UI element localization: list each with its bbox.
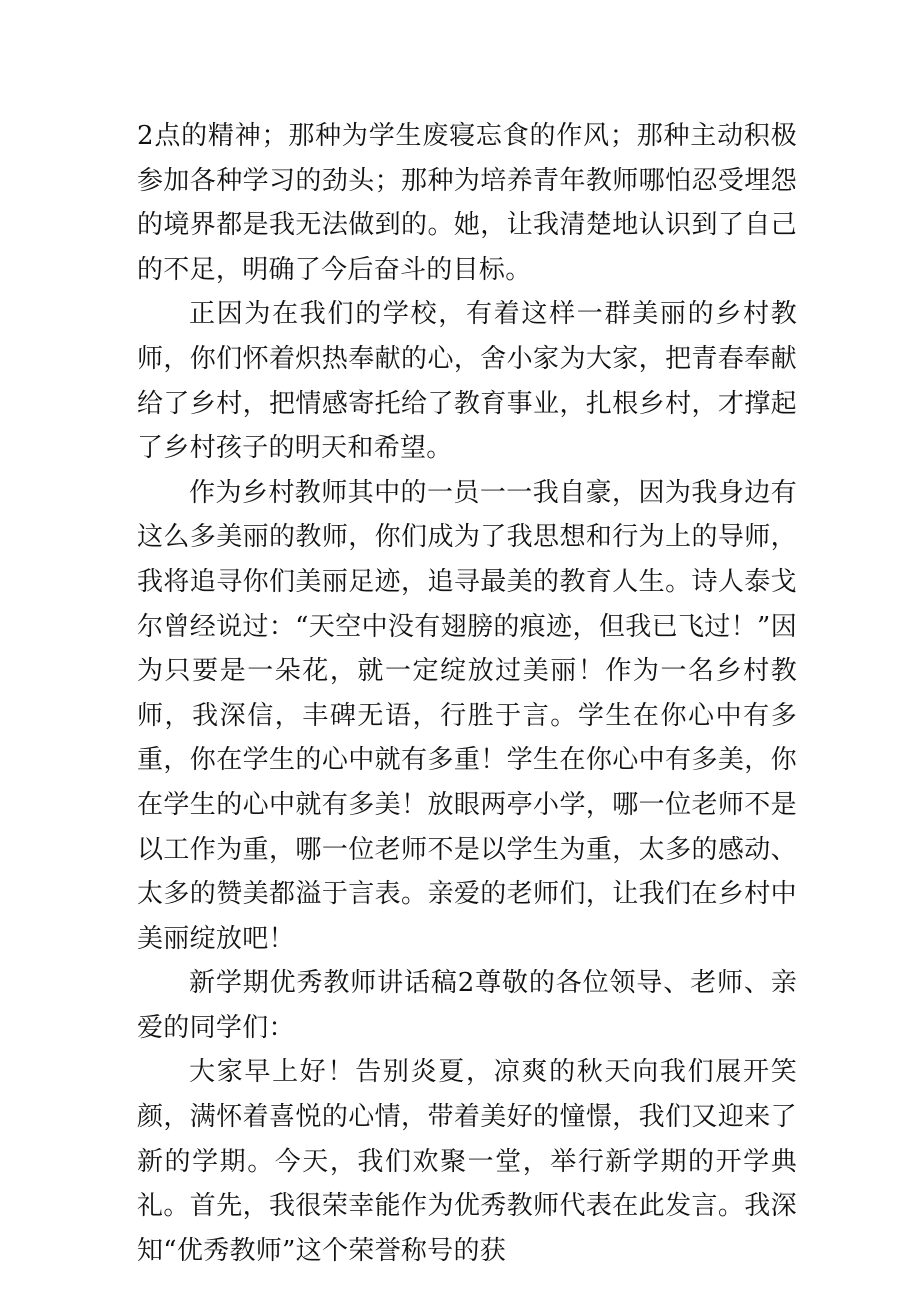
document-body	[137, 114, 797, 1273]
paragraph-3: 作为乡村教师其中的一员一一我自豪，因为我身边有这么多美丽的教师，你们成为了我思想和行为上的导师，我将追寻你们美丽足迹，追寻最美的教育人生。诗人泰戈尔曾经说过：“天空中没有翅膀的痕迹，但我已飞过！”因为只要是一朵花，就一定绽放过美丽！作为一名乡村教师，我深信，丰碑无语，行胜于言。学生在你心中有多重，你在学生的心中就有多重！学生在你心中有多美，你在学生的心中就有多美！放眼两亭小学，哪一位老师不是以工作为重，哪一位老师不是以学生为重，太多的感动、太多的赞美都溢于言表。亲爱的老师们，让我们在乡村中美丽绽放吧！	[137, 477, 797, 954]
paragraph-5: 大家早上好！告别炎夏，凉爽的秋天向我们展开笑颜，满怀着喜悦的心情，带着美好的憧憬，我们又迎来了新的学期。今天，我们欢聚一堂，举行新学期的开学典礼。首先，我很荣幸能作为优秀教师代表在此发言。我深知“优秀教师”这个荣誉称号的获	[137, 1057, 797, 1266]
paragraph-2: 正因为在我们的学校，有着这样一群美丽的乡村教师，你们怀着炽热奉献的心，舍小家为大家，把青春奉献给了乡村，把情感寄托给了教育事业，扎根乡村，才撑起了乡村孩子的明天和希望。	[137, 299, 797, 464]
paragraph-1: 2点的精神；那种为学生废寝忘食的作风；那种主动积极参加各种学习的劲头；那种为培养青年教师哪怕忍受埋怨的境界都是我无法做到的。她，让我清楚地认识到了自己的不足，明确了今后奋斗的目标。	[137, 121, 797, 285]
paragraph-4: 新学期优秀教师讲话稿2尊敬的各位领导、老师、亲爱的同学们：	[137, 968, 797, 1043]
